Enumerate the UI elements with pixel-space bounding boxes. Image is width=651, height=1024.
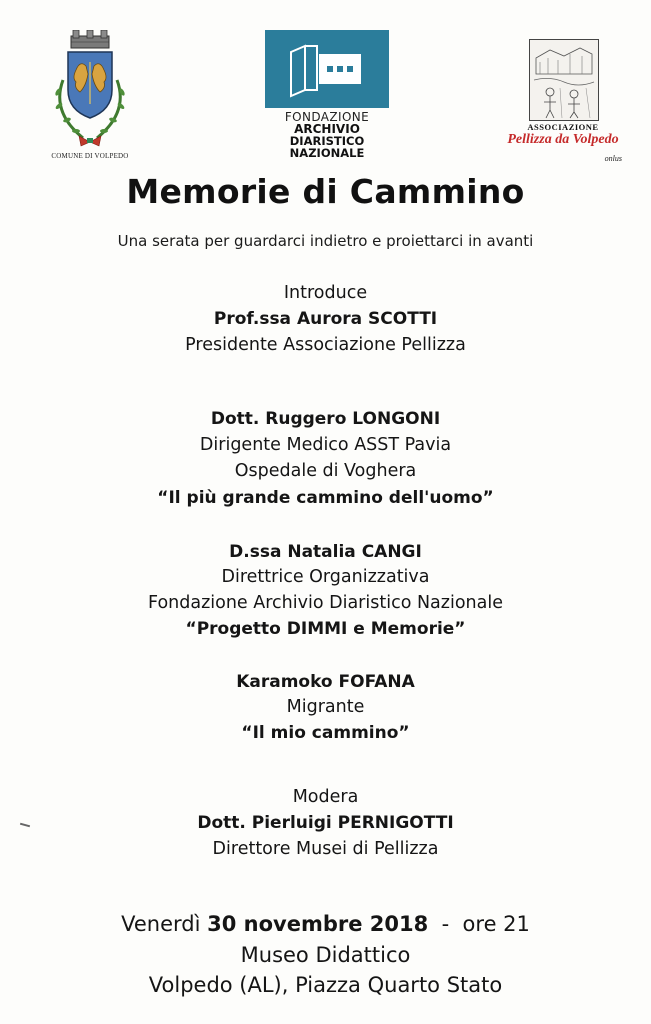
- event-address: Volpedo (AL), Piazza Quarto Stato: [148, 973, 503, 997]
- speaker-1-name: Dott. Ruggero LONGONI: [210, 409, 441, 429]
- modera-label: Modera: [292, 787, 359, 807]
- event-time: ore 21: [462, 912, 530, 936]
- fondazione-line-1: FONDAZIONE: [284, 110, 370, 124]
- book-folder-icon: [265, 30, 389, 108]
- comune-caption: COMUNE DI VOLPEDO: [51, 152, 129, 160]
- fondazione-mark: [265, 30, 389, 108]
- speaker-1-role-1: Dirigente Medico ASST Pavia: [199, 435, 452, 455]
- fondazione-line-2: ARCHIVIO: [294, 122, 360, 136]
- introduce-name: Prof.ssa Aurora SCOTTI: [213, 309, 438, 329]
- associazione-logo: [502, 32, 624, 162]
- sketch-illustration-icon: [529, 39, 599, 121]
- datetime-separator: -: [441, 912, 450, 936]
- event-day: Venerdì: [121, 912, 201, 936]
- event-datetime: [0, 912, 651, 936]
- fondazione-logo: [265, 30, 389, 160]
- modera-name: Dott. Pierluigi PERNIGOTTI: [197, 813, 454, 833]
- speaker-3-name: Karamoko FOFANA: [236, 672, 415, 692]
- event-title: Memorie di Cammino: [126, 172, 525, 211]
- modera-role: Direttore Musei di Pellizza: [212, 839, 439, 859]
- comune-logo: [37, 30, 143, 162]
- speaker-2-talk: “Progetto DIMMI e Memorie”: [185, 619, 466, 639]
- speaker-2-role-1: Direttrice Organizzativa: [221, 567, 430, 587]
- fondazione-line-4: NAZIONALE: [289, 146, 365, 160]
- comune-crest-icon: [43, 30, 137, 150]
- introduce-label: Introduce: [283, 283, 368, 303]
- associazione-line-1: ASSOCIAZIONE: [527, 122, 599, 132]
- associazione-line-2: Pellizza da Volpedo: [507, 132, 619, 147]
- speaker-1-talk: “Il più grande cammino dell'uomo”: [157, 488, 494, 508]
- fondazione-line-3: DIARISTICO: [289, 134, 365, 148]
- event-date: 30 novembre 2018: [207, 912, 429, 936]
- speaker-1-role-2: Ospedale di Voghera: [234, 461, 417, 481]
- event-subtitle: Una serata per guardarci indietro e proiettarci in avanti: [117, 232, 534, 250]
- event-venue: Museo Didattico: [240, 943, 411, 967]
- speaker-3-talk: “Il mio cammino”: [241, 723, 410, 743]
- associazione-line-3: onlus: [604, 154, 622, 163]
- speaker-2-role-2: Fondazione Archivio Diaristico Nazionale: [148, 593, 503, 613]
- speaker-2-name: D.ssa Natalia CANGI: [229, 542, 422, 562]
- introduce-role: Presidente Associazione Pellizza: [185, 335, 466, 355]
- speaker-3-role-1: Migrante: [286, 697, 365, 717]
